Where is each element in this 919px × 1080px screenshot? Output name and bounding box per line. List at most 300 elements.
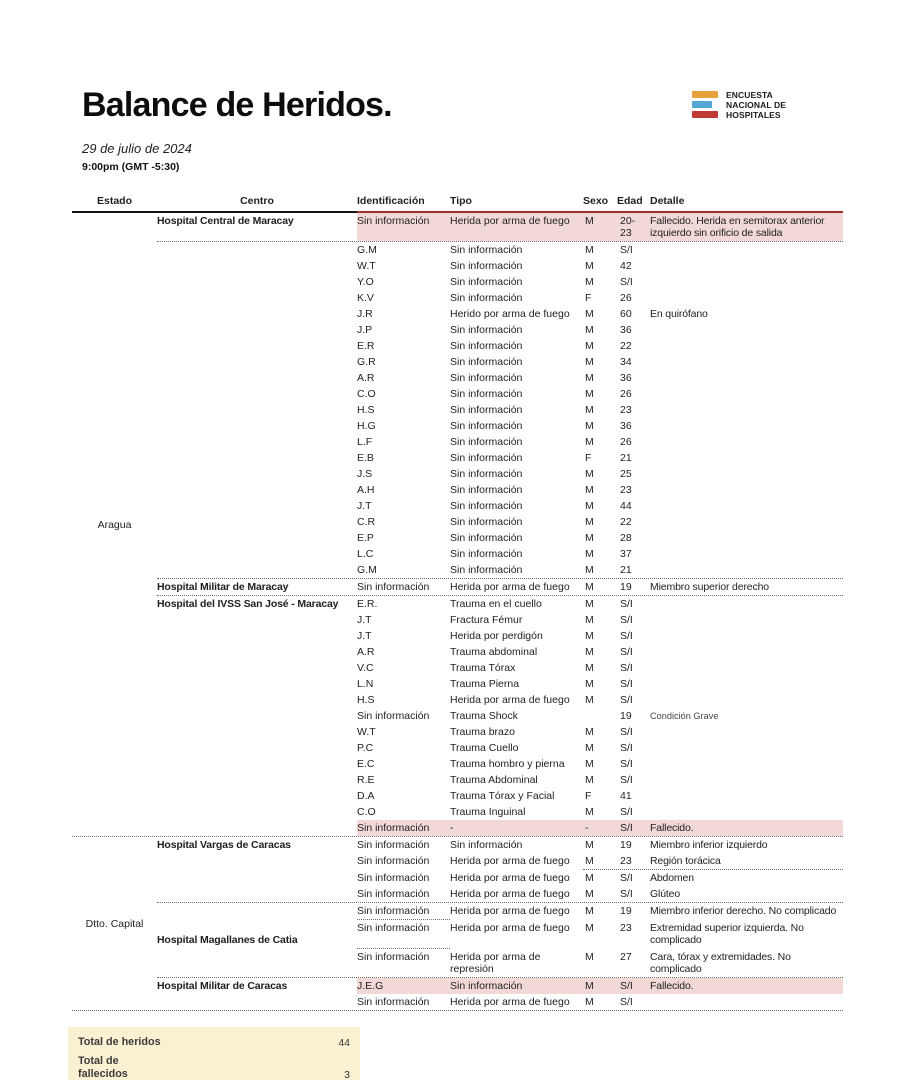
cell-identificacion: E.R. — [357, 598, 378, 610]
total-heridos-label: Total de heridos — [78, 1036, 161, 1048]
cell-edad: S/I — [620, 678, 633, 690]
patient-row — [357, 546, 843, 562]
report-date: 29 de julio de 2024 — [82, 141, 192, 156]
cell-tipo: Sin información — [450, 484, 523, 496]
patient-row — [357, 290, 843, 306]
patient-row — [357, 708, 843, 724]
patient-row — [357, 853, 843, 869]
cell-detalle: Miembro inferior izquierdo — [650, 839, 768, 851]
cell-edad: 22 — [620, 340, 632, 352]
cell-detalle: Glúteo — [650, 888, 681, 900]
cell-tipo: Herido por arma de fuego — [450, 308, 570, 320]
patient-rows — [357, 978, 843, 1010]
cell-detalle: Fallecido. — [650, 822, 694, 834]
cell-identificacion: J.T — [357, 614, 372, 626]
cell-identificacion: A.R — [357, 646, 375, 658]
patient-row — [357, 628, 843, 644]
patient-row — [357, 692, 843, 708]
cell-identificacion: Sin información — [357, 822, 430, 834]
patient-row — [357, 434, 843, 450]
patient-row — [357, 338, 843, 354]
cell-tipo: Trauma Cuello — [450, 742, 519, 754]
cell-sexo: M — [585, 678, 594, 690]
hospital-name — [157, 596, 357, 836]
patient-rows — [357, 837, 843, 902]
patient-row — [357, 644, 843, 660]
hospital-name — [157, 579, 357, 595]
casualties-table — [72, 195, 843, 1011]
patient-row — [357, 482, 843, 498]
cell-edad: 42 — [620, 260, 632, 272]
cell-tipo: Sin información — [450, 839, 523, 851]
cell-identificacion: G.M — [357, 244, 377, 256]
cell-edad: 23 — [620, 484, 632, 496]
cell-tipo: Herida por arma de fuego — [450, 694, 570, 706]
cell-identificacion: E.C — [357, 758, 375, 770]
cell-tipo: Herida por arma de fuego — [450, 922, 570, 934]
cell-sexo: M — [585, 726, 594, 738]
estado-group — [72, 213, 843, 836]
patient-rows — [357, 213, 843, 578]
cell-tipo: Sin información — [450, 532, 523, 544]
cell-sexo: M — [585, 855, 594, 867]
column-header-centro: Centro — [240, 195, 274, 207]
cell-edad: 20-23 — [620, 215, 636, 239]
cell-sexo: M — [585, 646, 594, 658]
patient-rows — [357, 579, 843, 595]
cell-detalle: Miembro superior derecho — [650, 581, 769, 593]
estado-body — [157, 837, 843, 1010]
cell-tipo: Sin información — [450, 244, 523, 256]
cell-edad: S/I — [620, 614, 633, 626]
hospital-name — [157, 213, 357, 578]
cell-tipo: Trauma hombro y pierna — [450, 758, 565, 770]
cell-identificacion: Sin información — [357, 872, 430, 884]
cell-identificacion: Sin información — [357, 855, 430, 867]
cell-sexo: M — [585, 324, 594, 336]
column-header-detalle: Detalle — [650, 195, 685, 207]
cell-edad: 21 — [620, 564, 632, 576]
cell-tipo: Herida por arma de fuego — [450, 888, 570, 900]
cell-sexo: M — [585, 806, 594, 818]
hospital-group — [157, 903, 843, 977]
cell-identificacion: Sin información — [357, 839, 430, 851]
cell-tipo: Herida por arma de fuego — [450, 905, 570, 917]
hospital-name-text: Hospital Militar de Maracay — [157, 581, 289, 593]
cell-identificacion: J.S — [357, 468, 373, 480]
cell-tipo: Sin información — [450, 260, 523, 272]
cell-tipo: Sin información — [450, 500, 523, 512]
patient-row — [357, 903, 843, 919]
logo-text-line: ENCUESTA — [726, 90, 773, 100]
cell-tipo: Sin información — [450, 420, 523, 432]
cell-detalle: En quirófano — [650, 308, 708, 320]
cell-tipo: Herida por arma de fuego — [450, 996, 570, 1008]
cell-tipo: Herida por perdigón — [450, 630, 543, 642]
cell-edad: 37 — [620, 548, 632, 560]
cell-sexo: M — [585, 742, 594, 754]
cell-detalle: Abdomen — [650, 872, 694, 884]
cell-edad: 26 — [620, 292, 632, 304]
cell-tipo: Sin información — [450, 564, 523, 576]
cell-identificacion: E.P — [357, 532, 374, 544]
column-header-edad: Edad — [617, 195, 643, 207]
logo-blue-bar — [692, 101, 712, 108]
cell-edad: 19 — [620, 839, 632, 851]
column-header-sexo: Sexo — [583, 195, 609, 207]
patient-row — [357, 612, 843, 628]
cell-edad: 36 — [620, 372, 632, 384]
cell-identificacion: E.R — [357, 340, 375, 352]
report-time: 9:00pm (GMT -5:30) — [82, 161, 180, 173]
page-title: Balance de Heridos. — [82, 86, 392, 124]
patient-row — [357, 740, 843, 756]
cell-sexo: M — [585, 774, 594, 786]
cell-tipo: Sin información — [450, 292, 523, 304]
cell-sexo: M — [585, 420, 594, 432]
patient-row — [357, 242, 843, 258]
cell-edad: 27 — [620, 951, 632, 963]
cell-tipo: Herida por arma de fuego — [450, 872, 570, 884]
patient-row — [357, 870, 843, 886]
cell-identificacion: J.R — [357, 308, 373, 320]
hospital-name-text: Hospital del IVSS San José - Maracay — [157, 598, 339, 610]
cell-tipo: Trauma brazo — [450, 726, 515, 738]
cell-edad: 19 — [620, 710, 632, 722]
cell-edad: 22 — [620, 516, 632, 528]
cell-tipo: Sin información — [450, 340, 523, 352]
cell-edad: 36 — [620, 324, 632, 336]
cell-edad: 26 — [620, 436, 632, 448]
logo-flag-icon — [692, 90, 718, 120]
cell-sexo: M — [585, 356, 594, 368]
patient-row — [357, 354, 843, 370]
cell-identificacion: J.E.G — [357, 980, 384, 992]
patient-row — [357, 978, 843, 994]
cell-identificacion: J.T — [357, 500, 372, 512]
logo-red-bar — [692, 111, 718, 118]
patient-row — [357, 466, 843, 482]
cell-sexo: M — [585, 260, 594, 272]
cell-sexo: M — [585, 839, 594, 851]
cell-identificacion: P.C — [357, 742, 374, 754]
column-header-tipo: Tipo — [450, 195, 472, 207]
patient-row — [357, 418, 843, 434]
patient-row — [357, 660, 843, 676]
patient-row — [357, 562, 843, 578]
cell-tipo: Sin información — [450, 452, 523, 464]
cell-edad: 44 — [620, 500, 632, 512]
cell-tipo: Sin información — [450, 516, 523, 528]
cell-tipo: Sin información — [450, 372, 523, 384]
total-heridos-value: 44 — [338, 1037, 350, 1049]
hospital-group — [157, 579, 843, 595]
cell-tipo: Trauma abdominal — [450, 646, 538, 658]
cell-tipo: Trauma en el cuello — [450, 598, 542, 610]
cell-tipo: Sin información — [450, 980, 523, 992]
cell-tipo: Herida por arma de represión — [450, 951, 541, 975]
cell-edad: S/I — [620, 822, 633, 834]
cell-sexo: M — [585, 436, 594, 448]
cell-sexo: M — [585, 996, 594, 1008]
logo-text — [726, 90, 786, 120]
cell-edad: S/I — [620, 694, 633, 706]
totals-box — [68, 1027, 360, 1080]
cell-sexo: M — [585, 516, 594, 528]
cell-edad: S/I — [620, 726, 633, 738]
cell-edad: S/I — [620, 888, 633, 900]
hospital-name — [157, 978, 357, 1010]
cell-sexo: M — [585, 872, 594, 884]
cell-sexo: M — [585, 215, 594, 227]
patient-row — [357, 258, 843, 274]
patient-row — [357, 920, 843, 948]
cell-sexo: M — [585, 404, 594, 416]
cell-identificacion: A.H — [357, 484, 375, 496]
cell-tipo: Sin información — [450, 436, 523, 448]
cell-sexo: M — [585, 905, 594, 917]
cell-edad: 19 — [620, 905, 632, 917]
cell-sexo: M — [585, 922, 594, 934]
cell-identificacion: A.R — [357, 372, 375, 384]
cell-identificacion: Sin información — [357, 710, 430, 722]
cell-edad: 34 — [620, 356, 632, 368]
patient-row — [357, 274, 843, 290]
cell-sexo: - — [585, 822, 589, 834]
cell-edad: S/I — [620, 630, 633, 642]
cell-identificacion: L.N — [357, 678, 374, 690]
cell-sexo: M — [585, 532, 594, 544]
hospital-group — [157, 596, 843, 836]
cell-edad: 25 — [620, 468, 632, 480]
patient-row — [357, 322, 843, 338]
cell-tipo: Sin información — [450, 468, 523, 480]
cell-identificacion: J.T — [357, 630, 372, 642]
cell-sexo: M — [585, 548, 594, 560]
cell-identificacion: L.C — [357, 548, 374, 560]
cell-sexo: M — [585, 888, 594, 900]
cell-sexo: F — [585, 292, 592, 304]
patient-row — [357, 450, 843, 466]
patient-row — [357, 676, 843, 692]
cell-tipo: Trauma Abdominal — [450, 774, 538, 786]
estado-separator — [72, 1010, 843, 1011]
cell-sexo: M — [585, 614, 594, 626]
cell-identificacion: V.C — [357, 662, 374, 674]
cell-identificacion: R.E — [357, 774, 375, 786]
cell-sexo: M — [585, 500, 594, 512]
cell-identificacion: Y.O — [357, 276, 374, 288]
cell-tipo: Sin información — [450, 548, 523, 560]
cell-edad: 21 — [620, 452, 632, 464]
total-fallecidos-label: Total de fallecidos — [78, 1055, 128, 1080]
total-fallecidos-value: 3 — [344, 1069, 350, 1080]
patient-row — [357, 213, 843, 241]
cell-edad: 28 — [620, 532, 632, 544]
column-header-identificacion: Identificación — [357, 195, 425, 207]
patient-row — [357, 837, 843, 853]
patient-row — [357, 596, 843, 612]
cell-detalle: Condición Grave — [650, 711, 719, 721]
cell-sexo: M — [585, 468, 594, 480]
cell-identificacion: D.A — [357, 790, 375, 802]
hospital-name-text: Hospital Magallanes de Catia — [157, 934, 298, 946]
hospital-name — [157, 903, 357, 977]
hospital-name-text: Hospital Militar de Caracas — [157, 980, 288, 992]
cell-tipo: Trauma Shock — [450, 710, 518, 722]
patient-row — [357, 949, 843, 977]
patient-rows — [357, 903, 843, 977]
cell-sexo: M — [585, 484, 594, 496]
patient-row — [357, 514, 843, 530]
cell-edad: 26 — [620, 388, 632, 400]
cell-edad: S/I — [620, 980, 633, 992]
hospital-group — [157, 978, 843, 1010]
cell-tipo: Trauma Tórax — [450, 662, 516, 674]
patient-row — [357, 886, 843, 902]
patient-row — [357, 530, 843, 546]
cell-edad: 23 — [620, 922, 632, 934]
estado-group — [72, 837, 843, 1010]
column-header-estado: Estado — [96, 195, 132, 207]
cell-identificacion: Sin información — [357, 888, 430, 900]
cell-identificacion: E.B — [357, 452, 374, 464]
hospital-name — [157, 837, 357, 902]
cell-sexo: M — [585, 308, 594, 320]
cell-identificacion: Sin información — [357, 996, 430, 1008]
patient-row — [357, 579, 843, 595]
cell-tipo: Sin información — [450, 276, 523, 288]
cell-sexo: M — [585, 951, 594, 963]
cell-sexo: M — [585, 758, 594, 770]
cell-tipo: Herida por arma de fuego — [450, 855, 570, 867]
patient-row — [357, 820, 843, 836]
patient-row — [357, 788, 843, 804]
patient-row — [357, 772, 843, 788]
patient-rows — [357, 596, 843, 836]
total-fallecidos-row — [78, 1051, 350, 1080]
cell-identificacion: H.S — [357, 404, 375, 416]
cell-edad: S/I — [620, 872, 633, 884]
table-body — [72, 213, 843, 1011]
cell-sexo: M — [585, 694, 594, 706]
cell-tipo: Herida por arma de fuego — [450, 581, 570, 593]
logo-text-line: HOSPITALES — [726, 110, 781, 120]
cell-sexo: M — [585, 980, 594, 992]
cell-edad: 19 — [620, 581, 632, 593]
cell-edad: S/I — [620, 806, 633, 818]
cell-identificacion: J.P — [357, 324, 373, 336]
cell-identificacion: H.G — [357, 420, 376, 432]
patient-row — [357, 370, 843, 386]
patient-row — [357, 804, 843, 820]
estado-label: Aragua — [97, 518, 132, 531]
cell-sexo: M — [585, 581, 594, 593]
cell-tipo: - — [450, 822, 454, 834]
cell-edad: S/I — [620, 276, 633, 288]
cell-identificacion: L.F — [357, 436, 373, 448]
cell-tipo: Trauma Pierna — [450, 678, 520, 690]
cell-detalle: Miembro inferior derecho. No complicado — [650, 905, 837, 917]
cell-identificacion: G.R — [357, 356, 376, 368]
cell-identificacion: W.T — [357, 260, 376, 272]
hospital-name-text: Hospital Central de Maracay — [157, 215, 294, 227]
cell-edad: S/I — [620, 598, 633, 610]
cell-sexo: M — [585, 662, 594, 674]
cell-edad: 23 — [620, 404, 632, 416]
cell-identificacion: Sin información — [357, 215, 430, 227]
cell-tipo: Trauma Tórax y Facial — [450, 790, 555, 802]
cell-tipo: Sin información — [450, 324, 523, 336]
cell-identificacion: Sin información — [357, 581, 430, 593]
cell-detalle: Extremidad superior izquierda. No complicado — [650, 922, 804, 946]
cell-sexo: M — [585, 276, 594, 288]
hospital-group — [157, 837, 843, 902]
cell-identificacion: Sin información — [357, 922, 430, 934]
cell-identificacion: Sin información — [357, 905, 430, 917]
patient-row — [357, 994, 843, 1010]
cell-edad: 41 — [620, 790, 632, 802]
cell-edad: S/I — [620, 996, 633, 1008]
cell-tipo: Sin información — [450, 356, 523, 368]
hospital-name-text: Hospital Vargas de Caracas — [157, 839, 291, 851]
cell-tipo: Sin información — [450, 404, 523, 416]
patient-row — [357, 386, 843, 402]
cell-detalle: Fallecido. Herida en semitorax anterior izquierdo sin orificio de salida — [650, 215, 825, 239]
patient-row — [357, 306, 843, 322]
cell-identificacion: G.M — [357, 564, 377, 576]
cell-edad: 60 — [620, 308, 632, 320]
cell-sexo: M — [585, 630, 594, 642]
cell-sexo: M — [585, 388, 594, 400]
cell-sexo: M — [585, 372, 594, 384]
cell-detalle: Cara, tórax y extremidades. No complicado — [650, 951, 791, 975]
cell-edad: 23 — [620, 855, 632, 867]
cell-identificacion: K.V — [357, 292, 374, 304]
cell-detalle: Fallecido. — [650, 980, 694, 992]
cell-sexo: F — [585, 790, 592, 802]
cell-identificacion: H.S — [357, 694, 375, 706]
cell-edad: S/I — [620, 758, 633, 770]
cell-edad: S/I — [620, 244, 633, 256]
cell-tipo: Sin información — [450, 388, 523, 400]
cell-identificacion: C.O — [357, 806, 376, 818]
cell-tipo: Trauma Inguinal — [450, 806, 526, 818]
patient-row — [357, 724, 843, 740]
total-heridos-row — [78, 1032, 350, 1051]
cell-tipo: Herida por arma de fuego — [450, 215, 570, 227]
estado-label: Dtto. Capital — [85, 917, 144, 930]
estado-body — [157, 213, 843, 836]
enh-logo — [692, 90, 786, 120]
cell-detalle: Región torácica — [650, 855, 721, 867]
cell-sexo: F — [585, 452, 592, 464]
cell-sexo: M — [585, 244, 594, 256]
cell-sexo: M — [585, 340, 594, 352]
cell-identificacion: C.R — [357, 516, 376, 528]
logo-orange-bar — [692, 91, 718, 98]
table-header-row — [72, 195, 843, 211]
cell-tipo: Fractura Fémur — [450, 614, 523, 626]
cell-edad: S/I — [620, 646, 633, 658]
cell-sexo: M — [585, 564, 594, 576]
cell-edad: S/I — [620, 742, 633, 754]
patient-row — [357, 756, 843, 772]
cell-edad: S/I — [620, 662, 633, 674]
cell-edad: S/I — [620, 774, 633, 786]
hospital-group — [157, 213, 843, 578]
patient-row — [357, 402, 843, 418]
